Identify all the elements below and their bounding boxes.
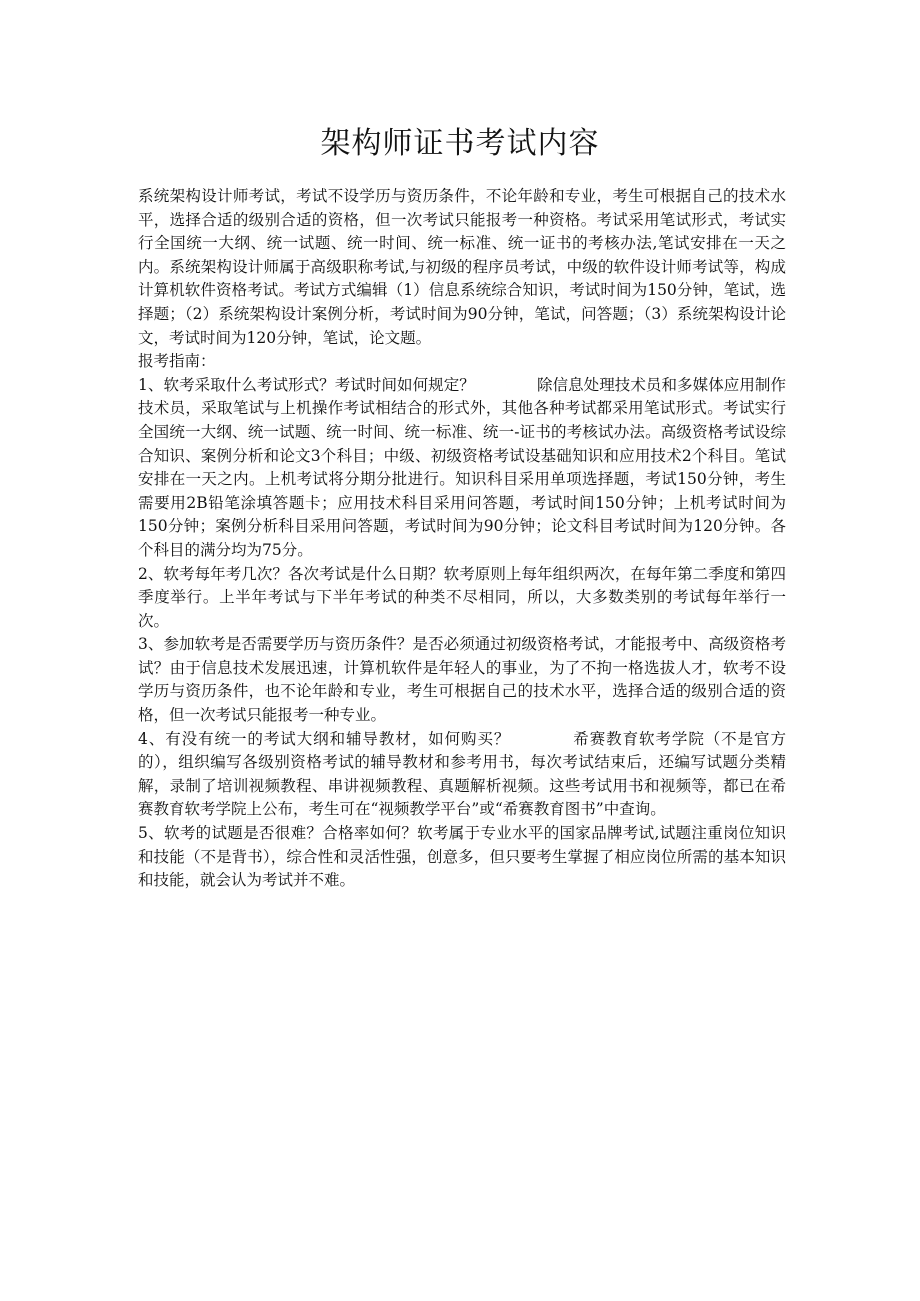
- qa-item-1: [138, 374, 786, 563]
- qa-answer: 除信息处理技术员和多媒体应用制作技术员，采取笔试与上机操作考试相结合的形式外，其他各种考试都采用笔试形式。考试实行全国统一大纲、统一试题、统一时间、统一标准、统一-证书的考核试办法。高级资格考试设综合知识、案例分析和论文3个科目；中级、初级资格考试设基础知识和应用技术2个科目。笔试安排在一天之内。上机考试将分期分批进行。知识科目采用单项选择题，考试150分钟，考生需要用2B铅笔涂填答题卡；应用技术科目采用问答题，考试时间150分钟；上机考试时间为150分钟；案例分析科目采用问答题，考试时间为90分钟；论文科目考试时间为120分钟。各个科目的满分均为75分。: [138, 375, 786, 559]
- qa-answer: 软考原则上每年组织两次，在每年第二季度和第四季度举行。上半年考试与下半年考试的种类不尽相同，所以，大多数类别的考试每年举行一次。: [138, 564, 786, 630]
- qa-answer: 由于信息技术发展迅速，计算机软件是年轻人的事业，为了不拘一格选拔人才，软考不设学历与资历条件，也不论年龄和专业，考生可根据自己的技术水平，选择合适的级别合适的资格，但一次考试只能报考一种专业。: [138, 658, 786, 725]
- qa-item-2: [138, 563, 786, 634]
- document-title: 架构师证书考试内容: [320, 126, 600, 161]
- qa-item-4: [138, 728, 786, 822]
- qa-answer: 希赛教育软考学院（不是官方的），组织编写各级别资格考试的辅导教材和参考用书，每次考试结束后，还编写试题分类精解，录制了培训视频教程、串讲视频教程、真题解析视频。这些考试用书和视频等，都已在希赛教育软考学院上公布，考生可在“视频教学平台”或“希赛教育图书”中查询。: [138, 729, 786, 819]
- guide-heading: 报考指南：: [138, 352, 216, 371]
- qa-item-5: [138, 822, 786, 893]
- qa-question: 5、软考的试题是否很难？合格率如何？: [138, 824, 418, 843]
- qa-question: 3、参加软考是否需要学历与资历条件？是否必须通过初级资格考试，才能报考中、高级资格考试？: [138, 635, 786, 677]
- qa-answer: 软考属于专业水平的国家品牌考试,试题注重岗位知识和技能（不是背书），综合性和灵活性强，创意多，但只要考生掌握了相应岗位所需的基本知识和技能，就会认为考试并不难。: [138, 824, 786, 890]
- qa-question: 4、有没有统一的考试大纲和辅导教材，如何购买？: [138, 729, 511, 748]
- qa-question: 1、软考采取什么考试形式？考试时间如何规定？: [138, 375, 475, 394]
- document-body: [138, 185, 786, 893]
- qa-item-3: [138, 633, 786, 727]
- qa-question: 2、软考每年考几次？各次考试是什么日期？: [138, 564, 444, 583]
- intro-paragraph: 系统架构设计师考试，考试不设学历与资历条件，不论年龄和专业，考生可根据自己的技术水平，选择合适的级别合适的资格，但一次考试只能报考一种资格。考试采用笔试形式，考试实行全国统一大纲、统一试题、统一时间、统一标准、统一证书的考核办法,笔试安排在一天之内。系统架构设计师属于高级职称考试,与初级的程序员考试，中级的软件设计师考试等，构成计算机软件资格考试。考试方式编辑（1）信息系统综合知识，考试时间为150分钟，笔试，选择题；（2）系统架构设计案例分析，考试时间为90分钟，笔试，问答题；（3）系统架构设计论文，考试时间为120分钟，笔试，论文题。: [138, 187, 786, 347]
